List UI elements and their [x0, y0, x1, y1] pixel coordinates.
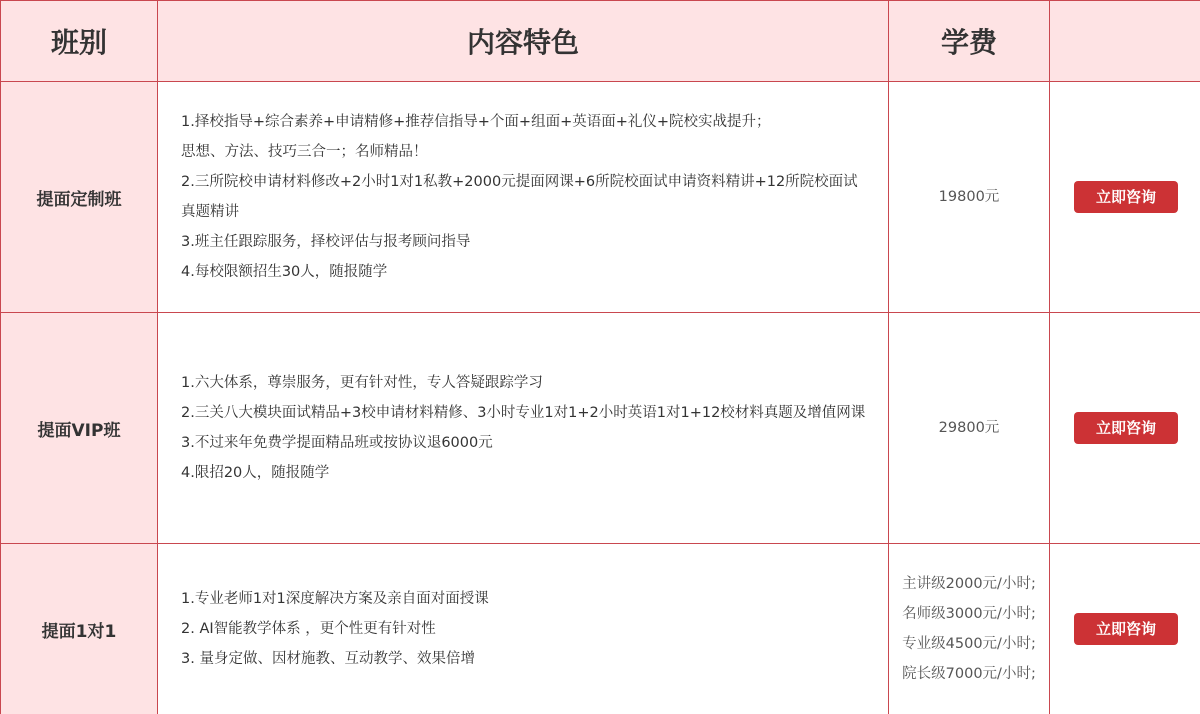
action-cell [1050, 313, 1200, 544]
content-line: 3.不过来年免费学提面精品班或按协议退6000元 [181, 435, 493, 451]
content-line: 1.专业老师1对1深度解决方案及亲自面对面授课 [181, 591, 489, 607]
fee-cell [889, 544, 1050, 714]
content-line: 4.每校限额招生30人，随报随学 [181, 264, 388, 280]
content-line: 1.六大体系，尊崇服务，更有针对性，专人答疑跟踪学习 [181, 375, 543, 391]
class-name: 提面1对1 [1, 544, 158, 714]
content-line: 4.限招20人，随报随学 [181, 465, 330, 481]
class-name: 提面定制班 [1, 82, 158, 313]
content-line: 思想、方法、技巧三合一；名师精品！ [181, 144, 428, 160]
consult-button[interactable]: 立即咨询 [1074, 412, 1178, 444]
fee-value: 专业级4500元/小时; [902, 636, 1036, 652]
header-content: 内容特色 [158, 1, 889, 82]
content-line: 2.三所院校申请材料修改+2小时1对1私教+2000元提面网课+6所院校面试申请资料精讲+12所院校面试真题精讲 [181, 174, 858, 220]
header-fee: 学费 [889, 1, 1050, 82]
fee-cell [889, 82, 1050, 313]
table-row [1, 313, 1200, 544]
table-header-row [1, 1, 1200, 82]
consult-button[interactable]: 立即咨询 [1074, 181, 1178, 213]
content-cell [158, 544, 889, 714]
class-name: 提面VIP班 [1, 313, 158, 544]
fee-value: 主讲级2000元/小时; [902, 576, 1036, 592]
action-cell [1050, 544, 1200, 714]
content-line: 2. AI智能教学体系 ，更个性更有针对性 [181, 621, 436, 637]
action-cell [1050, 82, 1200, 313]
fee-value: 院长级7000元/小时; [902, 666, 1036, 682]
content-line: 3. 量身定做、因材施教、互动教学、效果倍增 [181, 651, 475, 667]
fee-value: 29800元 [938, 420, 1000, 436]
header-class: 班别 [1, 1, 158, 82]
content-line: 3.班主任跟踪服务，择校评估与报考顾问指导 [181, 234, 471, 250]
content-line: 1.择校指导+综合素养+申请精修+推荐信指导+个面+组面+英语面+礼仪+院校实战提升； [181, 114, 771, 130]
fee-cell [889, 313, 1050, 544]
consult-button[interactable]: 立即咨询 [1074, 613, 1178, 645]
content-cell [158, 313, 889, 544]
table-row [1, 544, 1200, 714]
table-row [1, 82, 1200, 313]
fee-value: 名师级3000元/小时; [902, 606, 1036, 622]
content-line: 2.三关八大模块面试精品+3校申请材料精修、3小时专业1对1+2小时英语1对1+12校材料真题及增值网课 [181, 405, 866, 421]
content-cell [158, 82, 889, 313]
header-action [1050, 1, 1200, 82]
fee-value: 19800元 [938, 189, 1000, 205]
